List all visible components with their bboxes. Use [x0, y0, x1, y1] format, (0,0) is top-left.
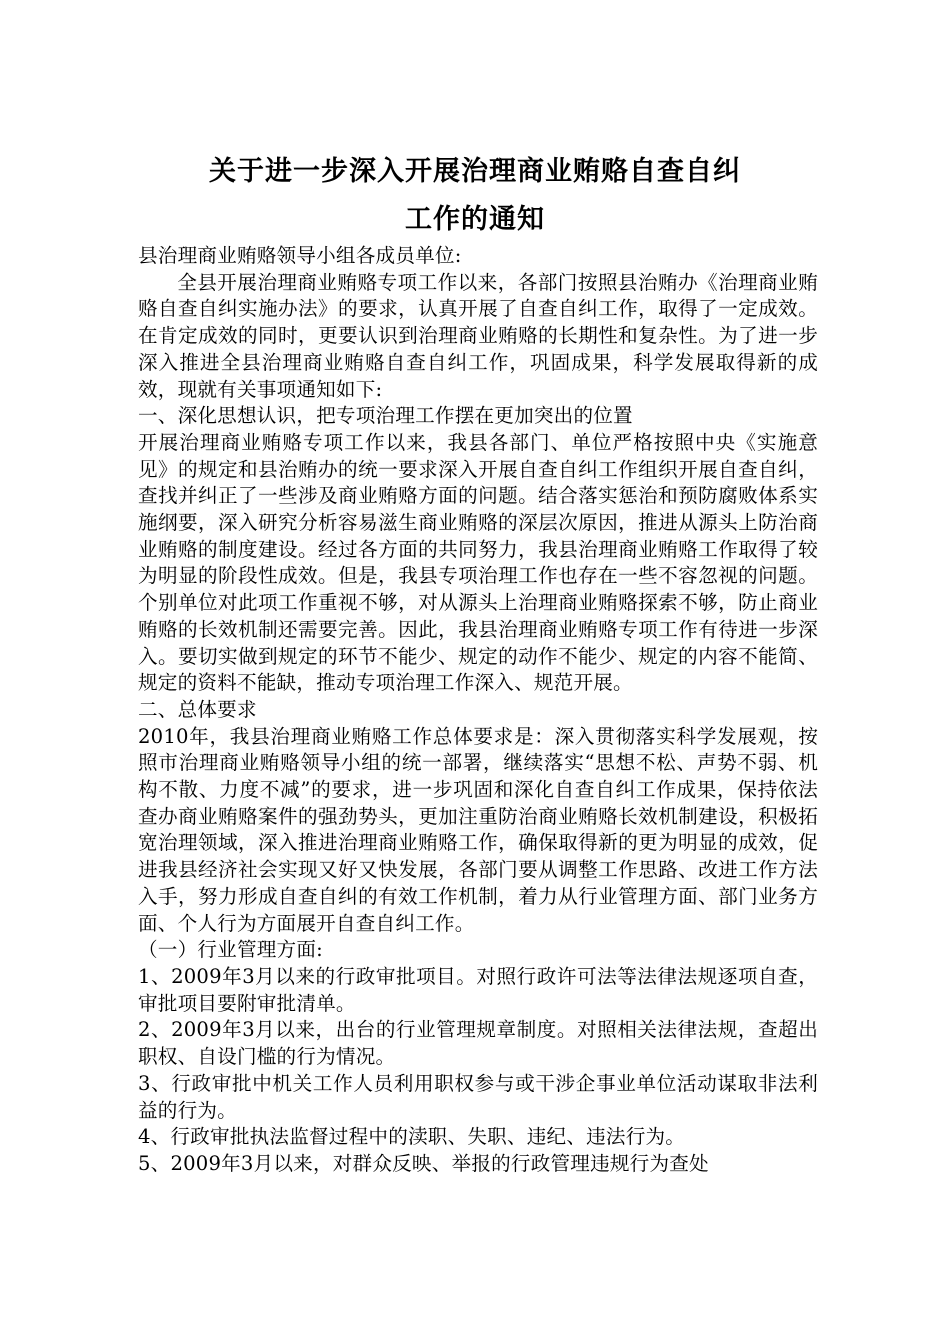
section-heading-1: 一、深化思想认识，把专项治理工作摆在更加突出的位置	[138, 404, 633, 428]
list-item: 4、行政审批执法监督过程中的渎职、失职、违纪、违法行为。	[138, 1125, 686, 1149]
document-title-line-2: 工作的通知	[405, 204, 545, 235]
section-heading-2: 二、总体要求	[138, 697, 257, 721]
section-2-paragraph: 2010年，我县治理商业贿赂工作总体要求是：深入贯彻落实科学发展观，按照市治理商业贿赂领导小组的统一部署，继续落实“思想不松、声势不弱、机构不散、力度不减”的要求，进一步巩固和深化自查自纠工作成果，保持依法查办商业贿赂案件的强劲势头，更加注重防治商业贿赂长效机制建设，积极拓宽治理领域，深入推进治理商业贿赂工作，确保取得新的更为明显的成效，促进我县经济社会实现又好又快发展，各部门要从调整工作思路、改进工作方法入手，努力形成自查自纠的有效工作机制，着力从行业管理方面、部门业务方面、个人行为方面展开自查自纠工作。	[138, 724, 818, 935]
list-item: 5、2009年3月以来，对群众反映、举报的行政管理违规行为查处	[138, 1151, 709, 1175]
list-item: 3、行政审批中机关工作人员利用职权参与或干涉企事业单位活动谋取非法利益的行为。	[138, 1071, 818, 1122]
list-item: 1、2009年3月以来的行政审批项目。对照行政许可法等法律法规逐项自查，审批项目要附审批清单。	[138, 964, 818, 1015]
document-title-line-1: 关于进一步深入开展治理商业贿赂自查自纠	[209, 156, 741, 187]
subsection-heading-1: （一）行业管理方面:	[138, 938, 323, 962]
section-1-paragraph: 开展治理商业贿赂专项工作以来，我县各部门、单位严格按照中央《实施意见》的规定和县治贿办的统一要求深入开展自查自纠工作组织开展自查自纠，查找并纠正了一些涉及商业贿赂方面的问题。结合落实惩治和预防腐败体系实施纲要，深入研究分析容易滋生商业贿赂的深层次原因，推进从源头上防治商业贿赂的制度建设。经过各方面的共同努力，我县治理商业贿赂工作取得了较为明显的阶段性成效。但是，我县专项治理工作也存在一些不容忽视的问题。个别单位对此项工作重视不够，对从源头上治理商业贿赂探索不够，防止商业贿赂的长效机制还需要完善。因此，我县治理商业贿赂专项工作有待进一步深入。要切实做到规定的环节不能少、规定的动作不能少、规定的内容不能简、规定的资料不能缺，推动专项治理工作深入、规范开展。	[138, 430, 818, 695]
document-body	[138, 243, 818, 1178]
intro-paragraph: 全县开展治理商业贿赂专项工作以来，各部门按照县治贿办《治理商业贿赂自查自纠实施办法》的要求，认真开展了自查自纠工作，取得了一定成效。在肯定成效的同时，更要认识到治理商业贿赂的长期性和复杂性。为了进一步深入推进全县治理商业贿赂自查自纠工作，巩固成果，科学发展取得新的成效，现就有关事项通知如下:	[138, 270, 818, 401]
list-item: 2、2009年3月以来，出台的行业管理规章制度。对照相关法律法规，查超出职权、自设门槛的行为情况。	[138, 1018, 818, 1069]
salutation: 县治理商业贿赂领导小组各成员单位:	[138, 244, 462, 267]
